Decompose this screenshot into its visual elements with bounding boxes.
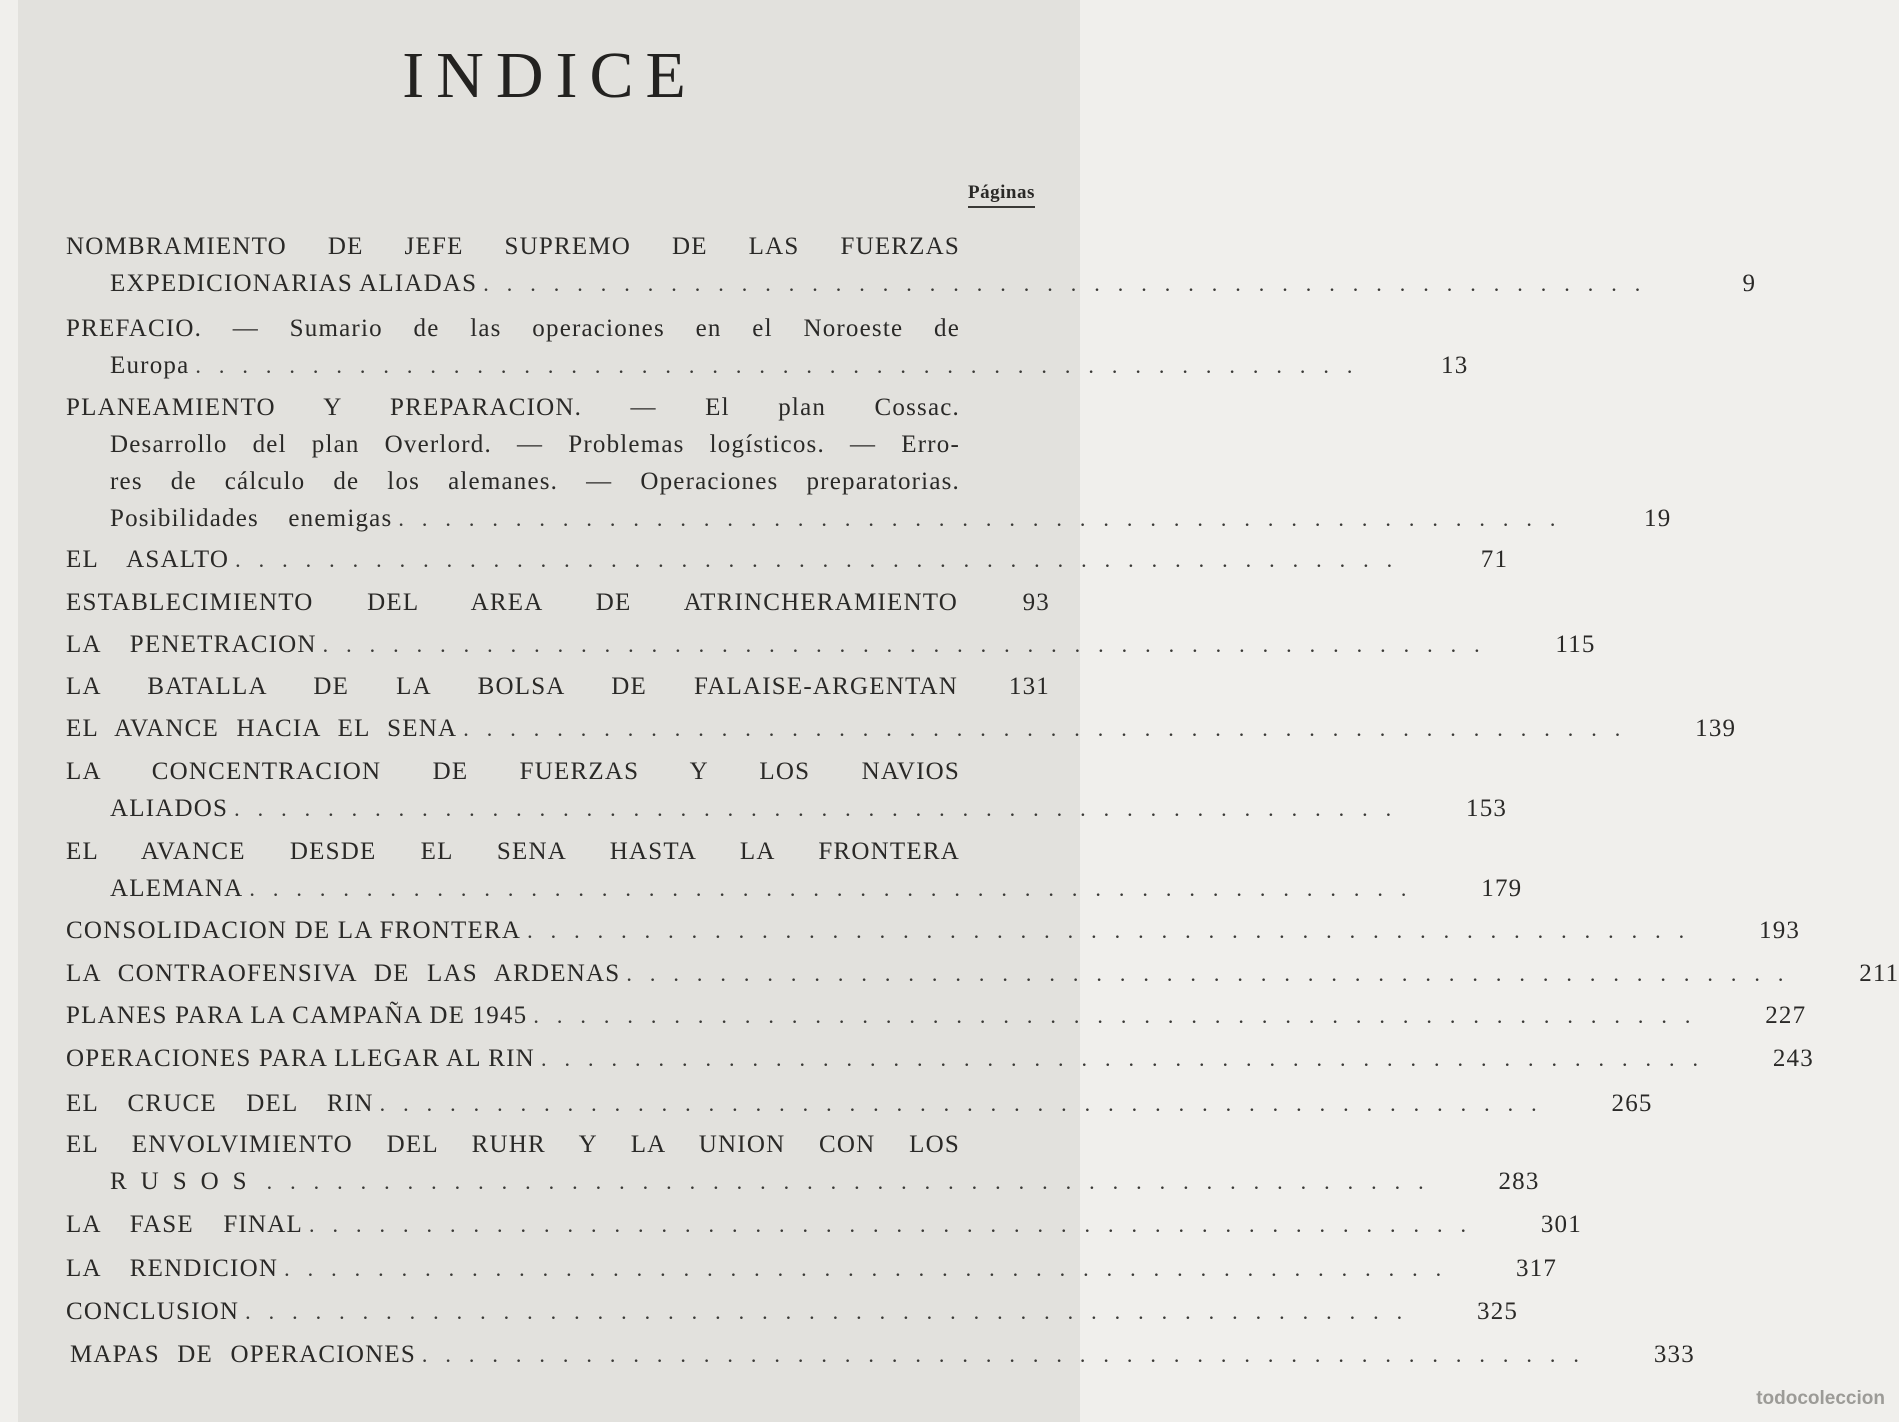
toc-entry bbox=[66, 389, 1672, 537]
dot-leader: .................................................. bbox=[527, 918, 1703, 943]
toc-entry-line: LA FASE FINAL bbox=[66, 1211, 303, 1238]
page-number: 283 bbox=[1498, 1168, 1540, 1195]
toc-entry bbox=[66, 1085, 1653, 1122]
page-number: 193 bbox=[1759, 917, 1801, 944]
toc-entry bbox=[66, 1126, 1540, 1200]
toc-entry-line: LA BATALLA DE LA BOLSA DE FALAISE-ARGENTAN bbox=[66, 673, 958, 700]
toc-entry bbox=[66, 1336, 1695, 1373]
page-number: 265 bbox=[1611, 1090, 1653, 1117]
page-number: 179 bbox=[1481, 875, 1523, 902]
page-number: 19 bbox=[1644, 505, 1672, 532]
toc-entry bbox=[66, 668, 1050, 705]
toc-entry bbox=[66, 1250, 1558, 1287]
page-number: 139 bbox=[1695, 715, 1737, 742]
toc-entry-line: ALEMANA bbox=[110, 875, 244, 902]
page-number: 211 bbox=[1859, 960, 1899, 987]
watermark: todocoleccion bbox=[1756, 1388, 1885, 1409]
dot-leader: .................................................. bbox=[533, 1003, 1709, 1028]
toc-entry bbox=[66, 997, 1807, 1034]
toc-entry-line: Posibilidades enemigas bbox=[110, 505, 393, 532]
pages-column-header: Páginas bbox=[968, 182, 1035, 208]
toc-entry-line: RUSOS bbox=[110, 1168, 261, 1195]
toc-entry bbox=[66, 584, 1050, 621]
toc-entry-line: EL CRUCE DEL RIN bbox=[66, 1090, 374, 1117]
toc-entry-line: ALIADOS bbox=[110, 795, 229, 822]
dot-leader: .................................................. bbox=[234, 796, 1410, 821]
page-number: 93 bbox=[1022, 589, 1050, 616]
toc-entry bbox=[66, 912, 1801, 949]
toc-entry bbox=[66, 1293, 1519, 1330]
toc-entry-line: CONSOLIDACION DE LA FRONTERA bbox=[66, 917, 522, 944]
dot-leader: .................................................. bbox=[266, 1169, 1442, 1194]
page-title: INDICE bbox=[402, 39, 698, 112]
page-number: 301 bbox=[1540, 1211, 1582, 1238]
toc-entry bbox=[66, 541, 1509, 578]
toc-entry-line: EL AVANCE HACIA EL SENA bbox=[66, 715, 458, 742]
dot-leader: .................................................. bbox=[540, 1046, 1716, 1071]
dot-leader: .................................................. bbox=[284, 1256, 1460, 1281]
toc-entry-line: CONCLUSION bbox=[66, 1298, 240, 1325]
toc-entry-line: EL ASALTO bbox=[66, 546, 230, 573]
toc-entry-line: ESTABLECIMIENTO DEL AREA DE ATRINCHERAMIENTO bbox=[66, 589, 958, 616]
toc-entry-line: EL AVANCE DESDE EL SENA HASTA LA FRONTERA bbox=[66, 838, 960, 865]
dot-leader: .................................................. bbox=[483, 271, 1659, 296]
toc-entry bbox=[66, 833, 1523, 907]
page-number: 243 bbox=[1772, 1045, 1814, 1072]
toc-entry-line: LA CONTRAOFENSIVA DE LAS ARDENAS bbox=[66, 960, 621, 987]
page-number: 115 bbox=[1555, 631, 1596, 658]
dot-leader: .................................................. bbox=[463, 716, 1639, 741]
toc-entry-line: EXPEDICIONARIAS ALIADAS bbox=[110, 270, 478, 297]
toc-entry bbox=[66, 1206, 1582, 1243]
dot-leader: .................................................. bbox=[308, 1212, 1484, 1237]
toc-entry bbox=[66, 710, 1737, 747]
toc-entry bbox=[66, 310, 1469, 384]
dot-leader: .................................................. bbox=[379, 1091, 1555, 1116]
dot-leader: .................................................. bbox=[249, 876, 1425, 901]
dot-leader: .................................................. bbox=[626, 961, 1802, 986]
toc-entry bbox=[66, 955, 1899, 992]
toc-entry-line: LA CONCENTRACION DE FUERZAS Y LOS NAVIOS bbox=[66, 758, 960, 785]
page-number: 131 bbox=[1008, 673, 1050, 700]
toc-entry-line: PLANEAMIENTO Y PREPARACION. — El plan Cossac. bbox=[66, 394, 960, 421]
page-number: 333 bbox=[1653, 1341, 1695, 1368]
dot-leader: .................................................. bbox=[235, 547, 1411, 572]
toc-entry bbox=[66, 228, 1757, 302]
toc-entry-line: Europa bbox=[110, 352, 190, 379]
dot-leader: .................................................. bbox=[398, 506, 1574, 531]
toc-entry-line: EL ENVOLVIMIENTO DEL RUHR Y LA UNION CON LOS bbox=[66, 1131, 960, 1158]
toc-entry-line: PREFACIO. — Sumario de las operaciones en el Noroeste de bbox=[66, 315, 960, 342]
toc-entry-line: LA RENDICION bbox=[66, 1255, 279, 1282]
toc-entry-line: Desarrollo del plan Overlord. — Problemas logísticos. — Erro- bbox=[110, 431, 960, 458]
page-number: 325 bbox=[1477, 1298, 1519, 1325]
toc-entry-line: PLANES PARA LA CAMPAÑA DE 1945 bbox=[66, 1002, 528, 1029]
toc-entry bbox=[66, 1040, 1814, 1077]
page-number: 13 bbox=[1441, 352, 1469, 379]
toc-entry-line: NOMBRAMIENTO DE JEFE SUPREMO DE LAS FUERZAS bbox=[66, 233, 960, 260]
page-number: 9 bbox=[1742, 270, 1757, 297]
toc-entry-line: OPERACIONES PARA LLEGAR AL RIN bbox=[66, 1045, 535, 1072]
toc-entry-line: res de cálculo de los alemanes. — Operaciones preparatorias. bbox=[110, 468, 960, 495]
dot-leader: .................................................. bbox=[245, 1299, 1421, 1324]
toc-entry bbox=[66, 626, 1596, 663]
toc-entry-line: MAPAS DE OPERACIONES bbox=[70, 1341, 416, 1368]
page-number: 227 bbox=[1765, 1002, 1807, 1029]
toc-entry bbox=[66, 753, 1508, 827]
page-number: 317 bbox=[1515, 1255, 1558, 1282]
dot-leader: .................................................. bbox=[195, 353, 1371, 378]
page-number: 71 bbox=[1480, 546, 1509, 573]
toc-entry-line: LA PENETRACION bbox=[66, 631, 317, 658]
dot-leader: .................................................. bbox=[421, 1342, 1597, 1367]
page-number: 153 bbox=[1466, 795, 1508, 822]
dot-leader: .................................................. bbox=[322, 632, 1498, 657]
